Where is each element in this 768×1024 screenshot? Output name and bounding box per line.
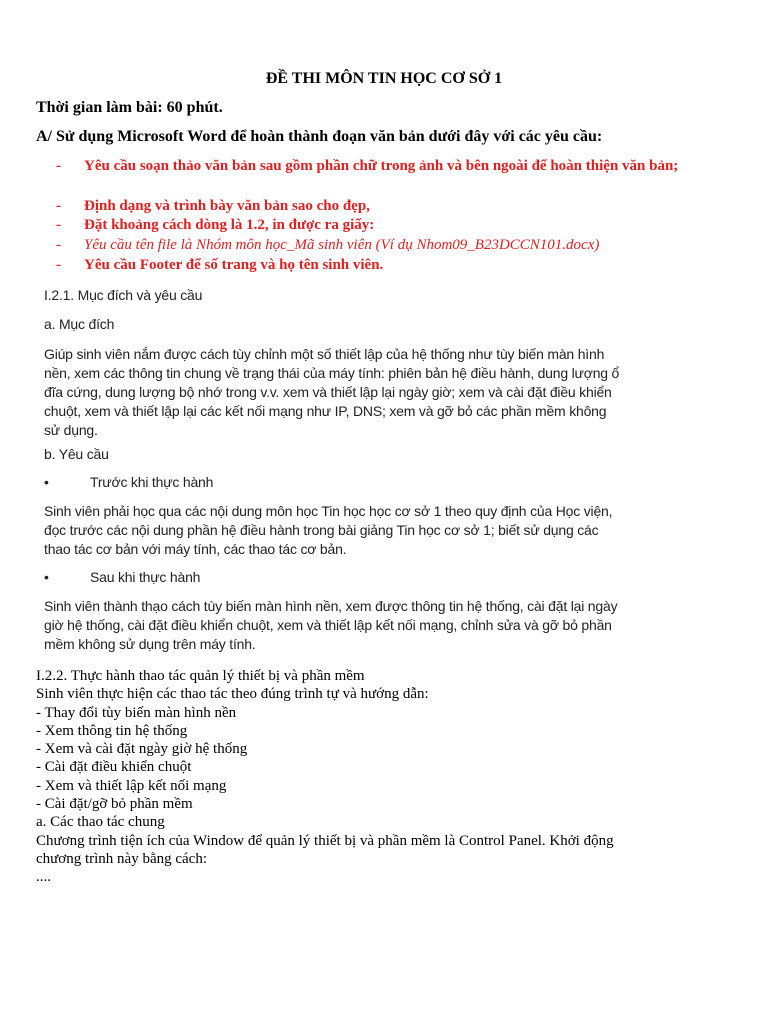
section-heading-121: I.2.1. Mục đích và yêu cầu [44, 287, 203, 303]
requirement-text: Định dạng và trình bày văn bản sao cho đẹp, [84, 198, 370, 214]
step-item: - Xem và thiết lập kết nối mạng [36, 777, 227, 794]
exam-title: ĐỀ THI MÔN TIN HỌC CƠ SỞ 1 [265, 70, 503, 87]
practice-intro: Sinh viên thực hiện các thao tác theo đúng trình tự và hướng dẫn: [36, 686, 429, 703]
step-item: - Cài đặt/gỡ bỏ phần mềm [36, 796, 193, 813]
bullet-mark: • [44, 474, 49, 490]
step-item: - Cài đặt điều khiển chuột [36, 759, 192, 776]
control-panel-text-cont: chương trình này bằng cách: [36, 850, 208, 867]
bullet-after-practice [44, 569, 624, 585]
requirement-item [56, 197, 736, 216]
practice-section [36, 667, 736, 887]
step-item: - Xem và cài đặt ngày giờ hệ thống [36, 741, 248, 758]
bullet-label: Sau khi thực hành [90, 569, 201, 585]
requirement-dash: - [56, 237, 61, 253]
paragraph-purpose: Giúp sinh viên nắm được cách tùy chỉnh một số thiết lập của hệ thống như tùy biến màn hình nền, xem các thông tin chung về trạng thái của máy tính: phiên bản hệ điều hành, dung lượng ổ đĩa cứng, dung lượng bộ nhớ trong v.v. xem và thiết lập lại ngày giờ; xem và cài đặt điều khiển chuột, xem và thiết lập lại các kết nối mạng như IP, DNS; xem và gỡ bỏ các phần mềm không sử dụng. [44, 346, 620, 438]
requirement-text: Đặt khoảng cách dòng là 1.2, in được ra giấy: [84, 217, 375, 233]
subheading-b: b. Yêu cầu [44, 446, 109, 462]
requirement-item [56, 236, 736, 255]
requirement-dash: - [56, 257, 61, 273]
requirement-dash: - [56, 198, 61, 214]
requirement-text: Yêu cầu soạn thảo văn bản sau gồm phần chữ trong ảnh và bên ngoài để hoàn thiện văn bản; [84, 158, 679, 174]
bullet-label: Trước khi thực hành [90, 474, 214, 490]
bullet-mark: • [44, 569, 49, 585]
requirement-text: Yêu cầu Footer để số trang và họ tên sinh viên. [84, 257, 384, 273]
requirement-item [56, 256, 736, 275]
step-item: - Thay đổi tùy biến màn hình nền [36, 704, 237, 721]
requirement-item [56, 157, 736, 176]
exam-time: Thời gian làm bài: 60 phút. [36, 99, 223, 116]
step-item: - Xem thông tin hệ thống [36, 722, 188, 739]
requirement-item [56, 216, 736, 235]
section-heading-122: I.2.2. Thực hành thao tác quản lý thiết bị và phần mềm [36, 668, 365, 684]
paragraph-before-practice: Sinh viên phải học qua các nội dung môn học Tin học học cơ sở 1 theo quy định của Học viện, đọc trước các nội dung phần hệ điều hành trong bài giảng Tin học cơ sở 1; biết sử dụng các thao tác cơ bản với máy tính, các thao tác cơ bản. [44, 503, 613, 557]
ellipsis: .... [36, 869, 51, 886]
section-a-heading: A/ Sử dụng Microsoft Word để hoàn thành đoạn văn bản dưới đây với các yêu cầu: [36, 128, 603, 145]
requirement-dash: - [56, 158, 61, 174]
requirement-dash: - [56, 217, 61, 233]
bullet-before-practice [44, 474, 624, 490]
subheading-common-ops: a. Các thao tác chung [36, 814, 165, 831]
subheading-a: a. Mục đích [44, 316, 115, 332]
requirement-text: Yêu cầu tên file là Nhóm môn học_Mã sinh viên (Ví dụ Nhom09_B23DCCN101.docx) [84, 237, 600, 253]
control-panel-text: Chương trình tiện ích của Window để quản lý thiết bị và phần mềm là Control Panel. Khởi động [36, 832, 614, 849]
paragraph-after-practice: Sinh viên thành thạo cách tùy biến màn hình nền, xem được thông tin hệ thống, cài đặt lại ngày giờ hệ thống, cài đặt điều khiển chuột, xem và thiết lập kết nối mạng, chỉnh sửa và gỡ bỏ phần mềm không sử dụng trên máy tính. [44, 598, 618, 652]
